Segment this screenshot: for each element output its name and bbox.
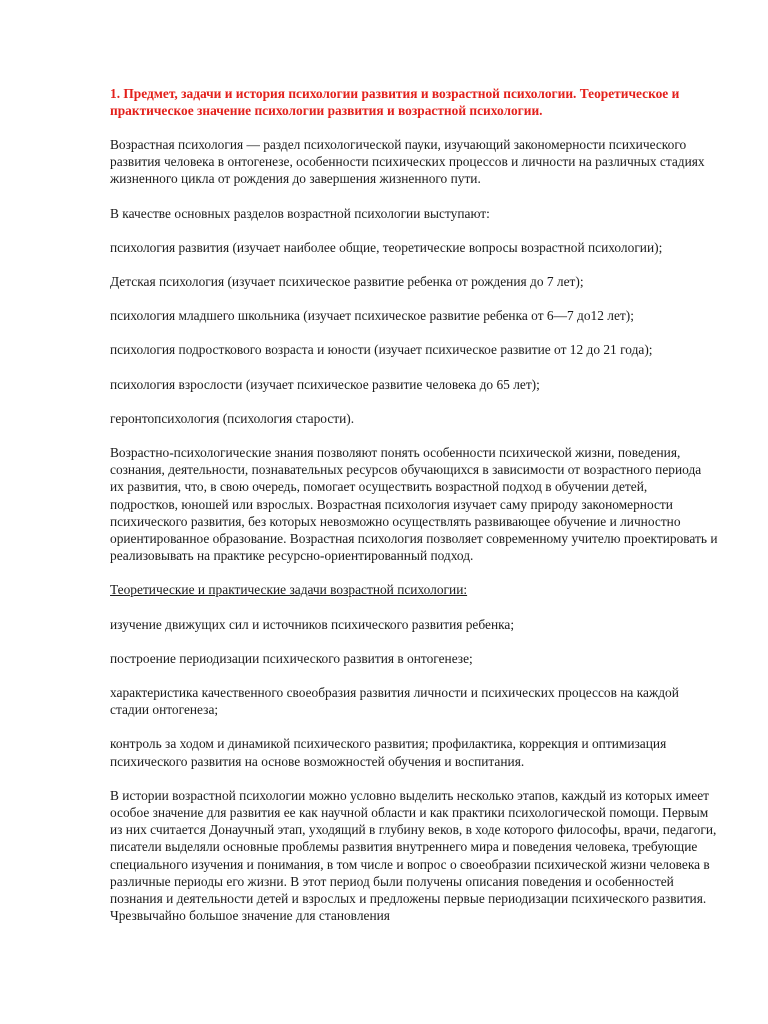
task-item: контроль за ходом и динамикой психического развития; профилактика, коррекция и оптимизация психического развития на основе возможностей обучения и воспитания. (110, 736, 667, 769)
section-item: психология подросткового возраста и юности (изучает психическое развитие от 12 до 21 года); (110, 342, 653, 358)
section-item: психология взрослости (изучает психическое развитие человека до 65 лет); (110, 376, 540, 392)
task-item: характеристика качественного своеобразия развития личности и психических процессов на каждой стадии онтогенеза; (110, 685, 679, 718)
section-item: геронтопсихология (психология старости). (110, 410, 355, 426)
section-item: психология развития (изучает наиболее общие, теоретические вопросы возрастной психологии); (110, 239, 663, 255)
significance-paragraph: Возрастно-психологические знания позволяют понять особенности психической жизни, поведения, сознания, деятельности, познавательных ресурсов обучающихся в зависимости от возрастного периода их развития, что, в свою очередь, помогает осуществить возрастной подход в обучении детей, подростков, юношей или взрослых. Возрастная психология изучает саму природу закономерности психического развития, без которых невозможно осуществлять развивающее обучение и личностно ориентированное образование. Возрастная психология позволяет современному учителю проектировать и реализовывать на практике ресурсно-ориентированный подход. (110, 445, 718, 564)
task-item: построение периодизации психического развития в онтогенезе; (110, 650, 473, 666)
intro-paragraph: Возрастная психология — раздел психологической пауки, изучающий закономерности психического развития человека в онтогенезе, особенности психических процессов и личности на различных стадиях жизненного цикла от рождения до завершения жизненного пути. (110, 137, 705, 187)
sections-lead: В качестве основных разделов возрастной психологии выступают: (110, 205, 490, 221)
section-item: психология младшего школьника (изучает психическое развитие ребенка от 6—7 до12 лет); (110, 308, 634, 324)
task-item: изучение движущих сил и источников психического развития ребенка; (110, 616, 515, 632)
page-title: 1. Предмет, задачи и история психологии развития и возрастной психологии. Теоретическое и практическое значение психологии развития и возрастной психологии. (110, 86, 680, 118)
history-paragraph: В истории возрастной психологии можно условно выделить несколько этапов, каждый из которых имеет особое значение для развития ее как научной области и как практики психологической помощи. Первым из них считается Донаучный этап, уходящий в глубину веков, в ходе которого философы, врачи, педагоги, писатели выделяли основные проблемы развития внутреннего мира и поведения человека, требующие специального изучения и понимания, в том числе и вопрос о своеобразии психической жизни человека в различные периоды его жизни. В этот период были получены описания поведения и особенностей познания и деятельности детей и взрослых и предложены первые периодизации психического развития. Чрезвычайно большое значение для становления (110, 787, 717, 924)
tasks-heading: Теоретические и практические задачи возрастной психологии: (110, 582, 468, 598)
section-item: Детская психология (изучает психическое развитие ребенка от рождения до 7 лет); (110, 274, 584, 290)
